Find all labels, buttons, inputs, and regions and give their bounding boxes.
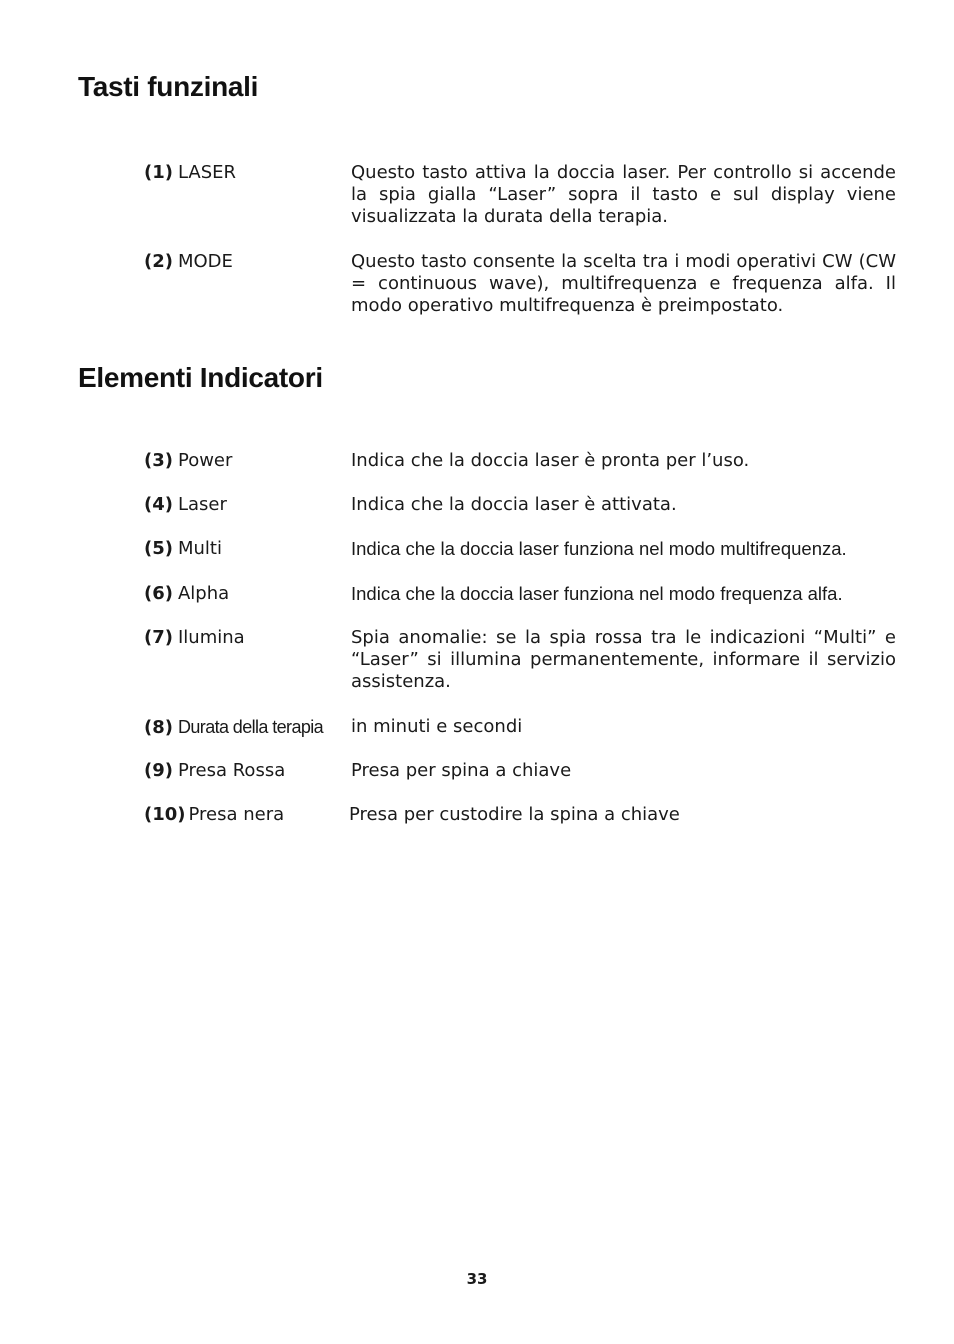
item-label: Presa nera — [188, 804, 285, 825]
term — [144, 627, 245, 649]
item-description: Indica che la doccia laser è attivata. — [351, 494, 677, 515]
term — [144, 716, 323, 739]
item-number: (2) — [144, 251, 173, 272]
item-label: Laser — [177, 494, 227, 515]
item-label: MODE — [177, 251, 233, 272]
item-number: (9) — [144, 760, 173, 781]
item-description: in minuti e secondi — [351, 716, 523, 737]
item-label: Ilumina — [177, 627, 245, 648]
item-label: Durata della terapia — [177, 717, 324, 737]
item-number: (6) — [144, 583, 173, 604]
term — [144, 760, 285, 782]
item-number: (10) — [144, 804, 186, 825]
item-label: Power — [177, 450, 233, 471]
term — [144, 494, 227, 516]
term — [144, 583, 229, 605]
item-label: Presa Rossa — [177, 760, 286, 781]
term — [144, 538, 222, 560]
item-description: Indica che la doccia laser è pronta per l’uso. — [351, 450, 750, 471]
item-description: Spia anomalie: se la spia rossa tra le indicazioni “Multi” e “Laser” si illumina permanentemente, informare il servizio assistenza. — [351, 627, 896, 692]
item-number: (1) — [144, 162, 173, 183]
item-description: Questo tasto attiva la doccia laser. Per controllo si accende la spia gialla “Laser” sopra il tasto e sul display viene visualizzata la durata della terapia. — [351, 162, 896, 227]
item-description: Indica che la doccia laser funziona nel modo frequenza alfa. — [351, 583, 843, 604]
item-number: (8) — [144, 717, 173, 738]
page-number: 33 — [466, 1270, 488, 1288]
item-label: Alpha — [177, 583, 230, 604]
item-label: LASER — [177, 162, 237, 183]
item-number: (4) — [144, 494, 173, 515]
section-title-elementi-indicatori: Elementi Indicatori — [78, 362, 323, 393]
item-number: (5) — [144, 538, 173, 559]
item-number: (3) — [144, 450, 173, 471]
item-description: Presa per custodire la spina a chiave — [349, 804, 680, 825]
term — [144, 804, 284, 826]
section-title-tasti-funzionali: Tasti funzinali — [78, 71, 259, 102]
item-description: Questo tasto consente la scelta tra i modi operativi CW (CW = continuous wave), multifrequenza e frequenza alfa. Il modo operativo multifrequenza è preimpostato. — [351, 251, 896, 316]
term — [144, 162, 236, 184]
item-description: Indica che la doccia laser funziona nel modo multifrequenza. — [351, 538, 847, 559]
item-number: (7) — [144, 627, 173, 648]
item-label: Multi — [177, 538, 222, 559]
term — [144, 251, 233, 273]
item-description: Presa per spina a chiave — [351, 760, 572, 781]
term — [144, 450, 232, 472]
